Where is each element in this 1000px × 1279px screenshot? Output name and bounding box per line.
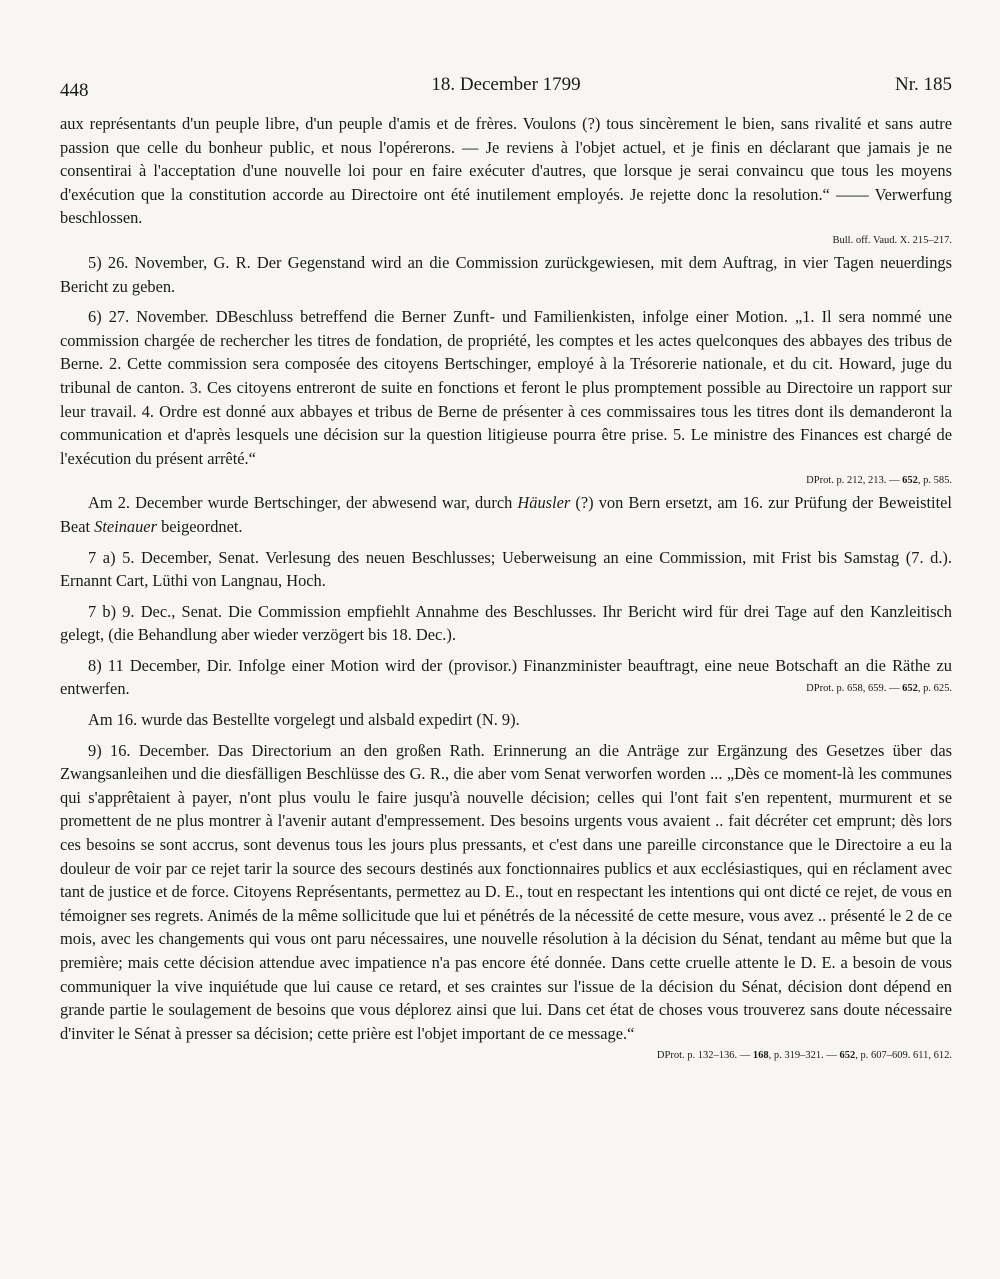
source-reference: DProt. p. 132–136. — 168, p. 319–321. — 652, p. 607–609. 611, 612.	[656, 1050, 952, 1062]
page-body	[60, 112, 952, 1066]
document-number: Nr. 185	[895, 74, 952, 95]
page-number: 448	[60, 80, 89, 101]
paragraph: 8) 11 December, Dir. Infolge einer Motion wird der (provisor.) Finanzminister beauftragt, eine neue Botschaft an die Räthe zu entwerfen. DProt. p. 658, 659. — 652, p. 625.	[60, 654, 952, 701]
paragraph: Am 2. December wurde Bertschinger, der abwesend war, durch Häusler (?) von Bern ersetzt, am 16. zur Prüfung der Beweistitel Beat Steinauer beigeordnet.	[60, 493, 952, 536]
paragraph: aux représentants d'un peuple libre, d'un peuple d'amis et de frères. Voulons (?) tous sincèrement le bien, sans rivalité et sans autre passion que celle du bonheur public, et nous l'opérerons. — Je reviens à l'objet actuel, et je finis en déclarant que jamais je ne consentirai à l'acceptation d'une nouvelle loi pour en faire exécuter d'autres, que lorsque je serai convaincu que tous les moyens d'exécution que la constitution accorde au Directoire ont été inutilement employés. Je rejette donc la resolution.“ —— Verwerfung beschlossen.	[60, 114, 952, 228]
paragraph: 7 b) 9. Dec., Senat. Die Commission empfiehlt Annahme des Beschlusses. Ihr Bericht wird für drei Tage auf den Kanzleitisch gelegt, (die Behandlung aber wieder verzögert bis 18. Dec.).	[60, 601, 952, 645]
page-header	[60, 74, 952, 104]
source-reference: DProt. p. 212, 213. — 652, p. 585.	[806, 475, 952, 487]
paragraph: Am 16. wurde das Bestellte vorgelegt und alsbald expedirt (N. 9).	[88, 710, 520, 730]
paragraph: 5) 26. November, G. R. Der Gegenstand wird an die Commission zurückgewiesen, mit dem Auftrag, in vier Tagen neuerdings Bericht zu geben.	[60, 252, 952, 296]
source-reference: Bull. off. Vaud. X. 215–217.	[832, 234, 952, 246]
paragraph: 6) 27. November. DBeschluss betreffend die Berner Zunft- und Familienkisten, infolge einer Motion. „1. Il sera nommé une commission chargée de rechercher les titres de fondation, de propriété, les comptes et les actes quelconques des abbayes des tribus de Berne. 2. Cette commission sera composée des citoyens Bertschinger, employé à la Trésorerie nationale, et du cit. Howard, juge du tribunal de canton. 3. Ces citoyens entreront de suite en fonctions et feront le plus promptement possible au Directoire un rapport sur leur travail. 4. Ordre est donné aux abbayes et tribus de Berne de présenter à ces commissaires tous les titres dont ils demanderont la communication et d'après lesquels une décision sur la question litigieuse pourra être prise. 5. Le ministre des Finances est chargé de l'exécution du présent arrêté.“	[60, 307, 952, 468]
paragraph: 9) 16. December. Das Directorium an den großen Rath. Erinnerung an die Anträge zur Ergänzung des Gesetzes über das Zwangsanleihen und die diesfälligen Beschlüsse des G. R., die aber vom Senat verworfen worden ... „Dès ce moment-là les communes qui s'apprêtaient à payer, n'ont plus voulu le faire jusqu'à nouvelle décision; celles qui l'ont fait s'en repentent, murmurent et se promettent de ne plus montrer à l'avenir autant d'empressement. Des besoins urgents vous avaient .. fait décréter cet emprunt; dès lors ces besoins se sont accrus, sont devenus tous les jours plus pressants, et c'est dans une pareille circonstance que le Directoire a eu la douleur de voir par ce rejet tarir la source des secours destinés aux fonctionnaires publics et aux ecclésiastiques, qui en réclament avec tant de justice et de force. Citoyens Représentants, permettez au D. E., tout en respectant les intentions qui ont dicté ce rejet, de vous en témoigner ses regrets. Animés de la même sollicitude que lui et pénétrés de la nécessité de cette mesure, vous avez .. présenté le 2 de ce mois, avec les changements qui vous ont paru nécessaires, une nouvelle résolution à la décision du Sénat, tendant au même but que la première; mais cette décision attendue avec impatience n'a pas encore été donnée. Dans cette cruelle attente le D. E. a besoin de vous communiquer la vive inquiétude que lui cause ce retard, et ses craintes sur l'issue de la décision du Sénat, décision dont dépend en grande partie le soulagement de besoins que vous déplorez ainsi que lui. Dans cet état de choses vous trouverez sans doute nécessaire d'inviter le Sénat à presser sa décision; cette prière est l'objet important de ce message.“	[60, 740, 952, 1043]
person-name: Steinauer	[94, 516, 157, 536]
source-reference: DProt. p. 658, 659. — 652, p. 625.	[806, 683, 952, 695]
header-date: 18. December 1799	[431, 74, 581, 95]
person-name: Häusler	[517, 493, 571, 513]
paragraph: 7 a) 5. December, Senat. Verlesung des neuen Beschlusses; Ueberweisung an eine Commission, mit Frist bis Samstag (7. d.). Ernannt Cart, Lüthi von Langnau, Hoch.	[60, 547, 952, 591]
